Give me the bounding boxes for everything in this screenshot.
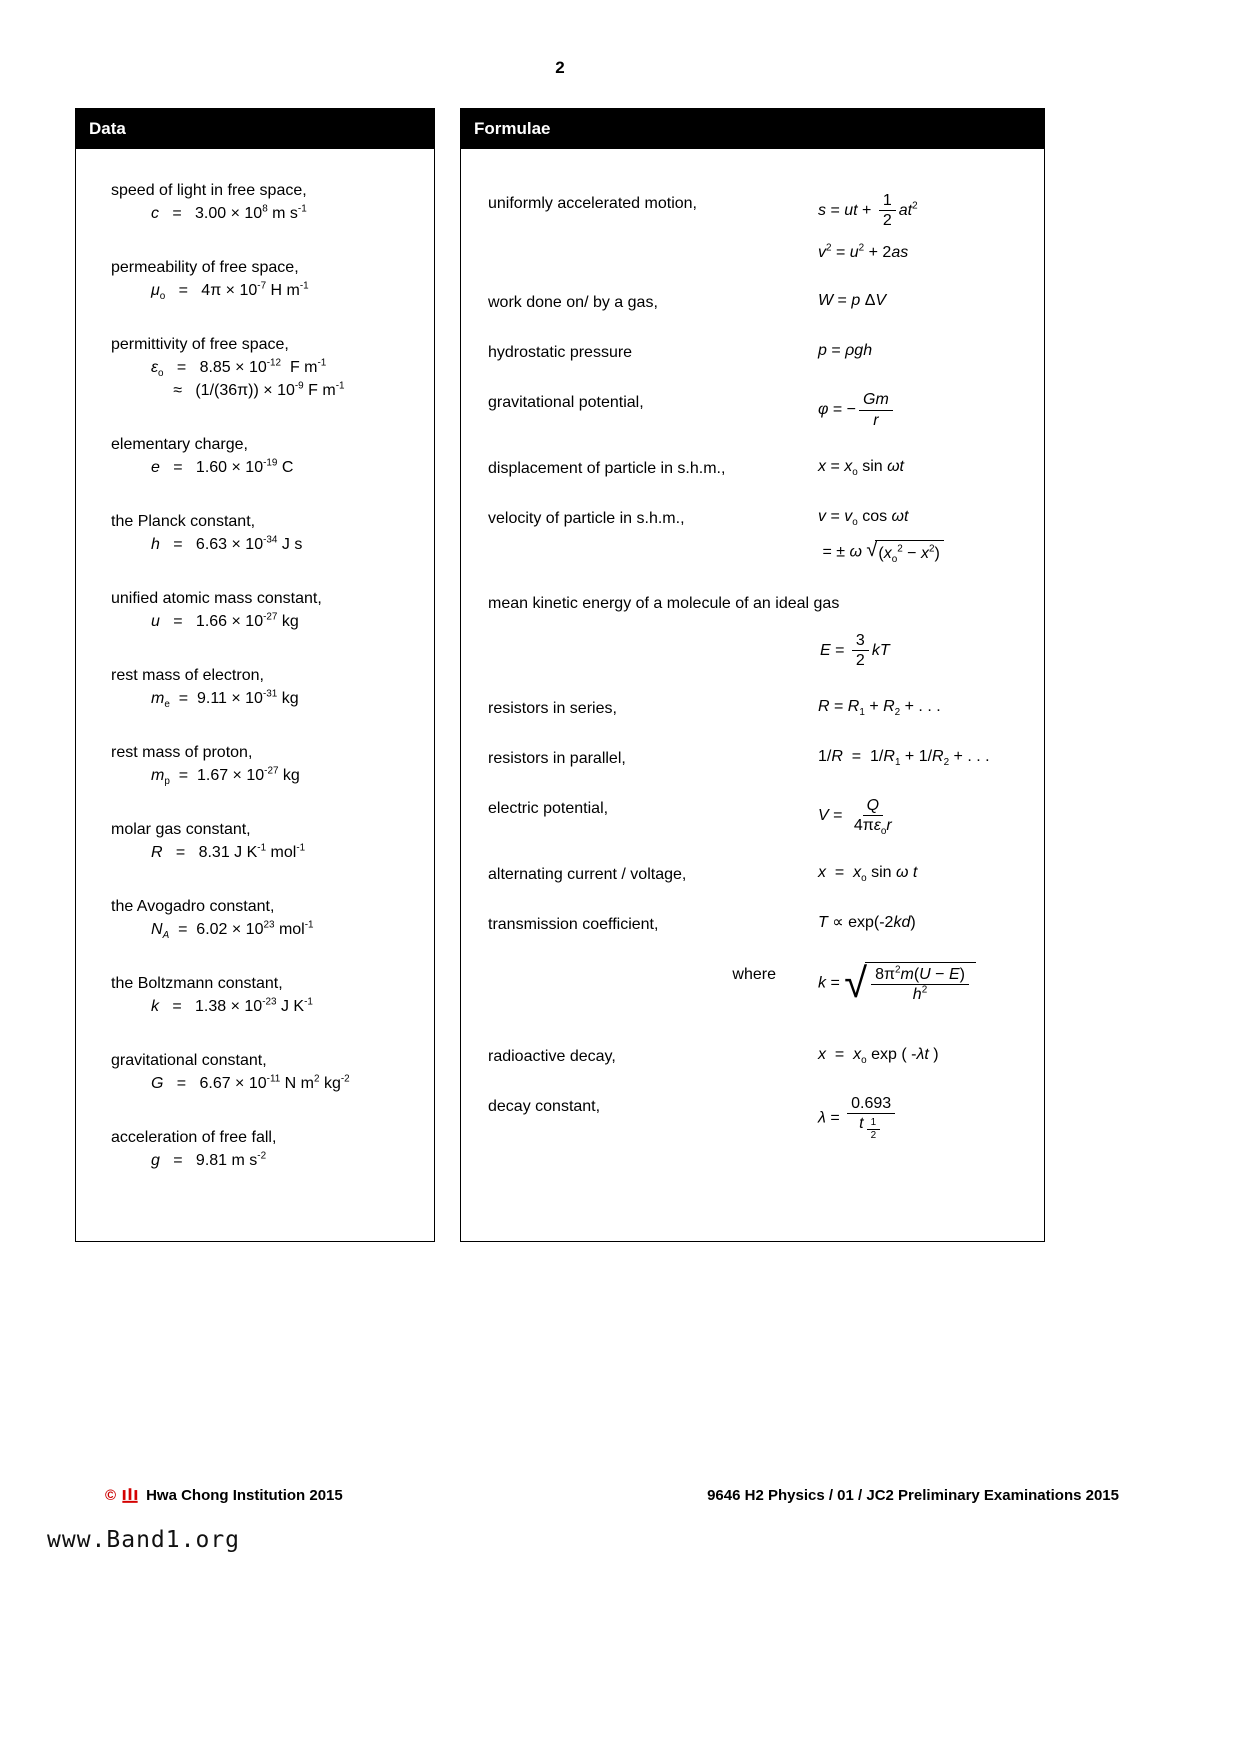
data-item-value: R = 8.31 J $K^{-1}$ mol$^{-1}$ [151, 842, 306, 861]
copyright-symbol: © [105, 1486, 117, 1504]
formula-line: $x = x_o$ sin ω t [818, 863, 918, 884]
fraction: $\frac{Q}{4\pi\varepsilon_or}$ [853, 797, 892, 838]
formula-label: where [732, 965, 776, 983]
data-item [111, 895, 426, 941]
formula-row [488, 191, 1032, 264]
formula-label: displacement of particle in s.h.m., [488, 459, 726, 477]
data-item-value: $c = 3.00 \times 10^8$ m $s^{-1}$ [151, 203, 307, 222]
formulae-panel [460, 108, 1045, 1242]
formula-line: V = $\frac{Q}{4\pi\varepsilon_or}$ [818, 796, 1032, 835]
formula-label: transmission coefficient, [488, 915, 659, 933]
data-item-value: $\varepsilon_o = 8.85 \times 10^{-12}$ F $m^{-1}$ [151, 357, 327, 380]
data-item [111, 818, 426, 864]
formula-label: velocity of particle in s.h.m., [488, 509, 685, 527]
fraction: $\frac{Gm}{r}$ [859, 390, 893, 429]
formula-line: p = ρgh [818, 342, 873, 360]
data-item-label: gravitational constant, [111, 1052, 267, 1069]
data-item [111, 433, 426, 479]
formula-row [488, 456, 1032, 480]
formula-line: $x = x_o$ exp ( -λt ) [818, 1045, 939, 1067]
formula-label: uniformly accelerated motion, [488, 195, 697, 212]
formula-label: resistors in parallel, [488, 750, 626, 768]
formula-line: = ± ω √ $(x_o^2 - x^2)$ [818, 540, 1032, 565]
formula-line: φ = − $\frac{Gm}{r}$ [818, 390, 1032, 429]
data-item [111, 972, 426, 1018]
formula-line: $v = v_o$ cos ωt [818, 507, 909, 528]
page-footer [105, 1486, 1119, 1504]
data-item-value: $G = 6.67 \times 10^{-11}$ N $m^2$ $kg^{-2}$ [151, 1073, 350, 1092]
formula-expressions [818, 506, 1032, 565]
data-item-value: g = 9.81 m $s^{-2}$ [151, 1150, 267, 1169]
data-item-label: rest mass of electron, [111, 667, 264, 684]
data-item-label: the Planck constant, [111, 513, 256, 530]
hwa-chong-logo-icon [121, 1486, 139, 1504]
formula-row [488, 1044, 1032, 1068]
data-item-label: elementary charge, [111, 436, 248, 453]
formula-line: $v^2 = u^2 + 2as$ [818, 243, 909, 262]
data-panel [75, 108, 435, 1242]
data-item-label: the Avogadro constant, [111, 898, 275, 915]
formula-label: alternating current / voltage, [488, 865, 687, 883]
data-item-value: $h = 6.63 \times 10^{-34}$ J s [151, 534, 303, 553]
formula-expressions [818, 340, 1032, 362]
watermark-url: www.Band1.org [47, 1527, 241, 1553]
square-root: √ $(x_o^2 - x^2)$ [866, 540, 943, 565]
formula-expressions [818, 746, 1032, 768]
formula-expressions [818, 959, 1032, 1007]
data-item-label: permeability of free space, [111, 259, 299, 276]
formula-row [488, 796, 1032, 838]
data-item [111, 587, 426, 633]
formula-expressions [818, 191, 1032, 264]
formula-line: E = $\frac{3}{2}$ kT [820, 631, 890, 669]
formulae-panel-header [461, 109, 1044, 149]
data-item [111, 333, 426, 402]
data-item-value: $k = 1.38 \times 10^{-23}$ J $K^{-1}$ [151, 996, 313, 1015]
formula-label: decay constant, [488, 1097, 601, 1115]
data-item-value: $e = 1.60 \times 10^{-19}$ C [151, 457, 294, 476]
data-item-label: molar gas constant, [111, 821, 251, 838]
formula-line: $R = R_1 + R_2$ + . . . [818, 698, 941, 719]
page-number: 2 [555, 58, 565, 77]
fraction: $\frac{3}{2}$ [852, 631, 869, 670]
formulae-panel-title: Formulae [474, 119, 551, 138]
formula-expressions [818, 862, 1032, 884]
data-item-value: $m_e = 9.11 \times 10^{-31}$ kg [151, 688, 299, 711]
data-item-value: $m_p = 1.67 \times 10^{-27}$ kg [151, 765, 300, 788]
formula-row [488, 340, 1032, 364]
formula-line: λ = 0.693 t $_{\frac{1}{2}}$ [818, 1094, 1032, 1142]
data-item-label: rest mass of proton, [111, 744, 253, 761]
formula-row [488, 862, 1032, 886]
formula-expressions [818, 290, 1032, 312]
data-item [111, 664, 426, 710]
formula-label: work done on/ by a gas, [488, 294, 658, 312]
data-item-label: permittivity of free space, [111, 336, 289, 353]
formula-row [488, 696, 1032, 720]
data-item [111, 256, 426, 302]
fraction: 1 2 [867, 1117, 881, 1142]
data-panel-header [76, 109, 434, 149]
data-item [111, 510, 426, 556]
formula-row [488, 506, 1032, 565]
data-item-label: acceleration of free fall, [111, 1129, 277, 1146]
formula-label: gravitational potential, [488, 394, 644, 412]
footer-institution [105, 1486, 343, 1504]
fraction: $\frac{1}{2}$ [879, 191, 896, 230]
data-item-label: speed of light in free space, [111, 182, 307, 199]
institution-text: Hwa Chong Institution 2015 [146, 1486, 343, 1504]
data-item-label: the Boltzmann constant, [111, 975, 283, 992]
data-item [111, 179, 426, 225]
formula-line: T ∝ exp(-2kd) [818, 913, 916, 931]
formula-expressions [818, 1044, 1032, 1066]
fraction: 0.693 t $_{\frac{1}{2}}$ [847, 1094, 895, 1142]
formula-line: $x = x_o$ sin ωt [818, 457, 904, 478]
formula-line: s = ut + $\frac{1}{2}$ $at^2$ [818, 192, 918, 230]
data-item-value: $N_A = 6.02 \times 10^{23}$ mol$^{-1}$ [151, 919, 314, 942]
formula-label: radioactive decay, [488, 1047, 616, 1065]
square-root: √ $\frac{8\pi^2m(U - E)}{h^2}$ [844, 962, 976, 1004]
data-item-label: unified atomic mass constant, [111, 590, 322, 607]
data-items [76, 149, 434, 1172]
formula-label: electric potential, [488, 800, 609, 818]
formula-row [488, 1094, 1032, 1142]
formula-row [488, 290, 1032, 314]
formula-row [488, 390, 1032, 429]
formula-expressions [818, 456, 1032, 478]
formula-row [488, 591, 1032, 670]
formula-line: W = p ΔV [818, 292, 887, 310]
data-item-value: $\mu_o = 4\pi \times 10^{-7}$ H $m^{-1}$ [151, 280, 309, 303]
formula-row [488, 912, 1032, 936]
formula-label: mean kinetic energy of a molecule of an ideal gas [488, 594, 840, 612]
data-item-value: ≈ $(1/(36\pi)) \times 10^{-9}$ F $m^{-1}$ [151, 380, 345, 399]
formula-expressions [818, 912, 1032, 934]
formula-line: $1/R = 1/R_1 + 1/R_2$ + . . . [818, 748, 990, 769]
fraction: $\frac{8\pi^2m(U - E)}{h^2}$ [871, 965, 969, 1004]
data-item-value: $u = 1.66 \times 10^{-27}$ kg [151, 611, 299, 630]
formula-row [488, 959, 1032, 1007]
formula-expressions [818, 796, 1032, 838]
formula-expressions [820, 631, 1032, 670]
formula-label: hydrostatic pressure [488, 344, 633, 362]
formula-line: k = √ $\frac{8\pi^2m(U - E)}{h^2}$ [818, 962, 1032, 1004]
data-item [111, 741, 426, 787]
data-item [111, 1049, 426, 1095]
formulae-rows [461, 149, 1044, 1142]
formula-expressions [818, 390, 1032, 429]
data-panel-title: Data [89, 119, 126, 138]
formula-expressions [818, 696, 1032, 718]
formula-label: resistors in series, [488, 700, 617, 718]
footer-exam-ref: 9646 H2 Physics / 01 / JC2 Preliminary Examinations 2015 [707, 1486, 1119, 1504]
data-item [111, 1126, 426, 1172]
formula-row [488, 746, 1032, 770]
formula-expressions [818, 1094, 1032, 1142]
